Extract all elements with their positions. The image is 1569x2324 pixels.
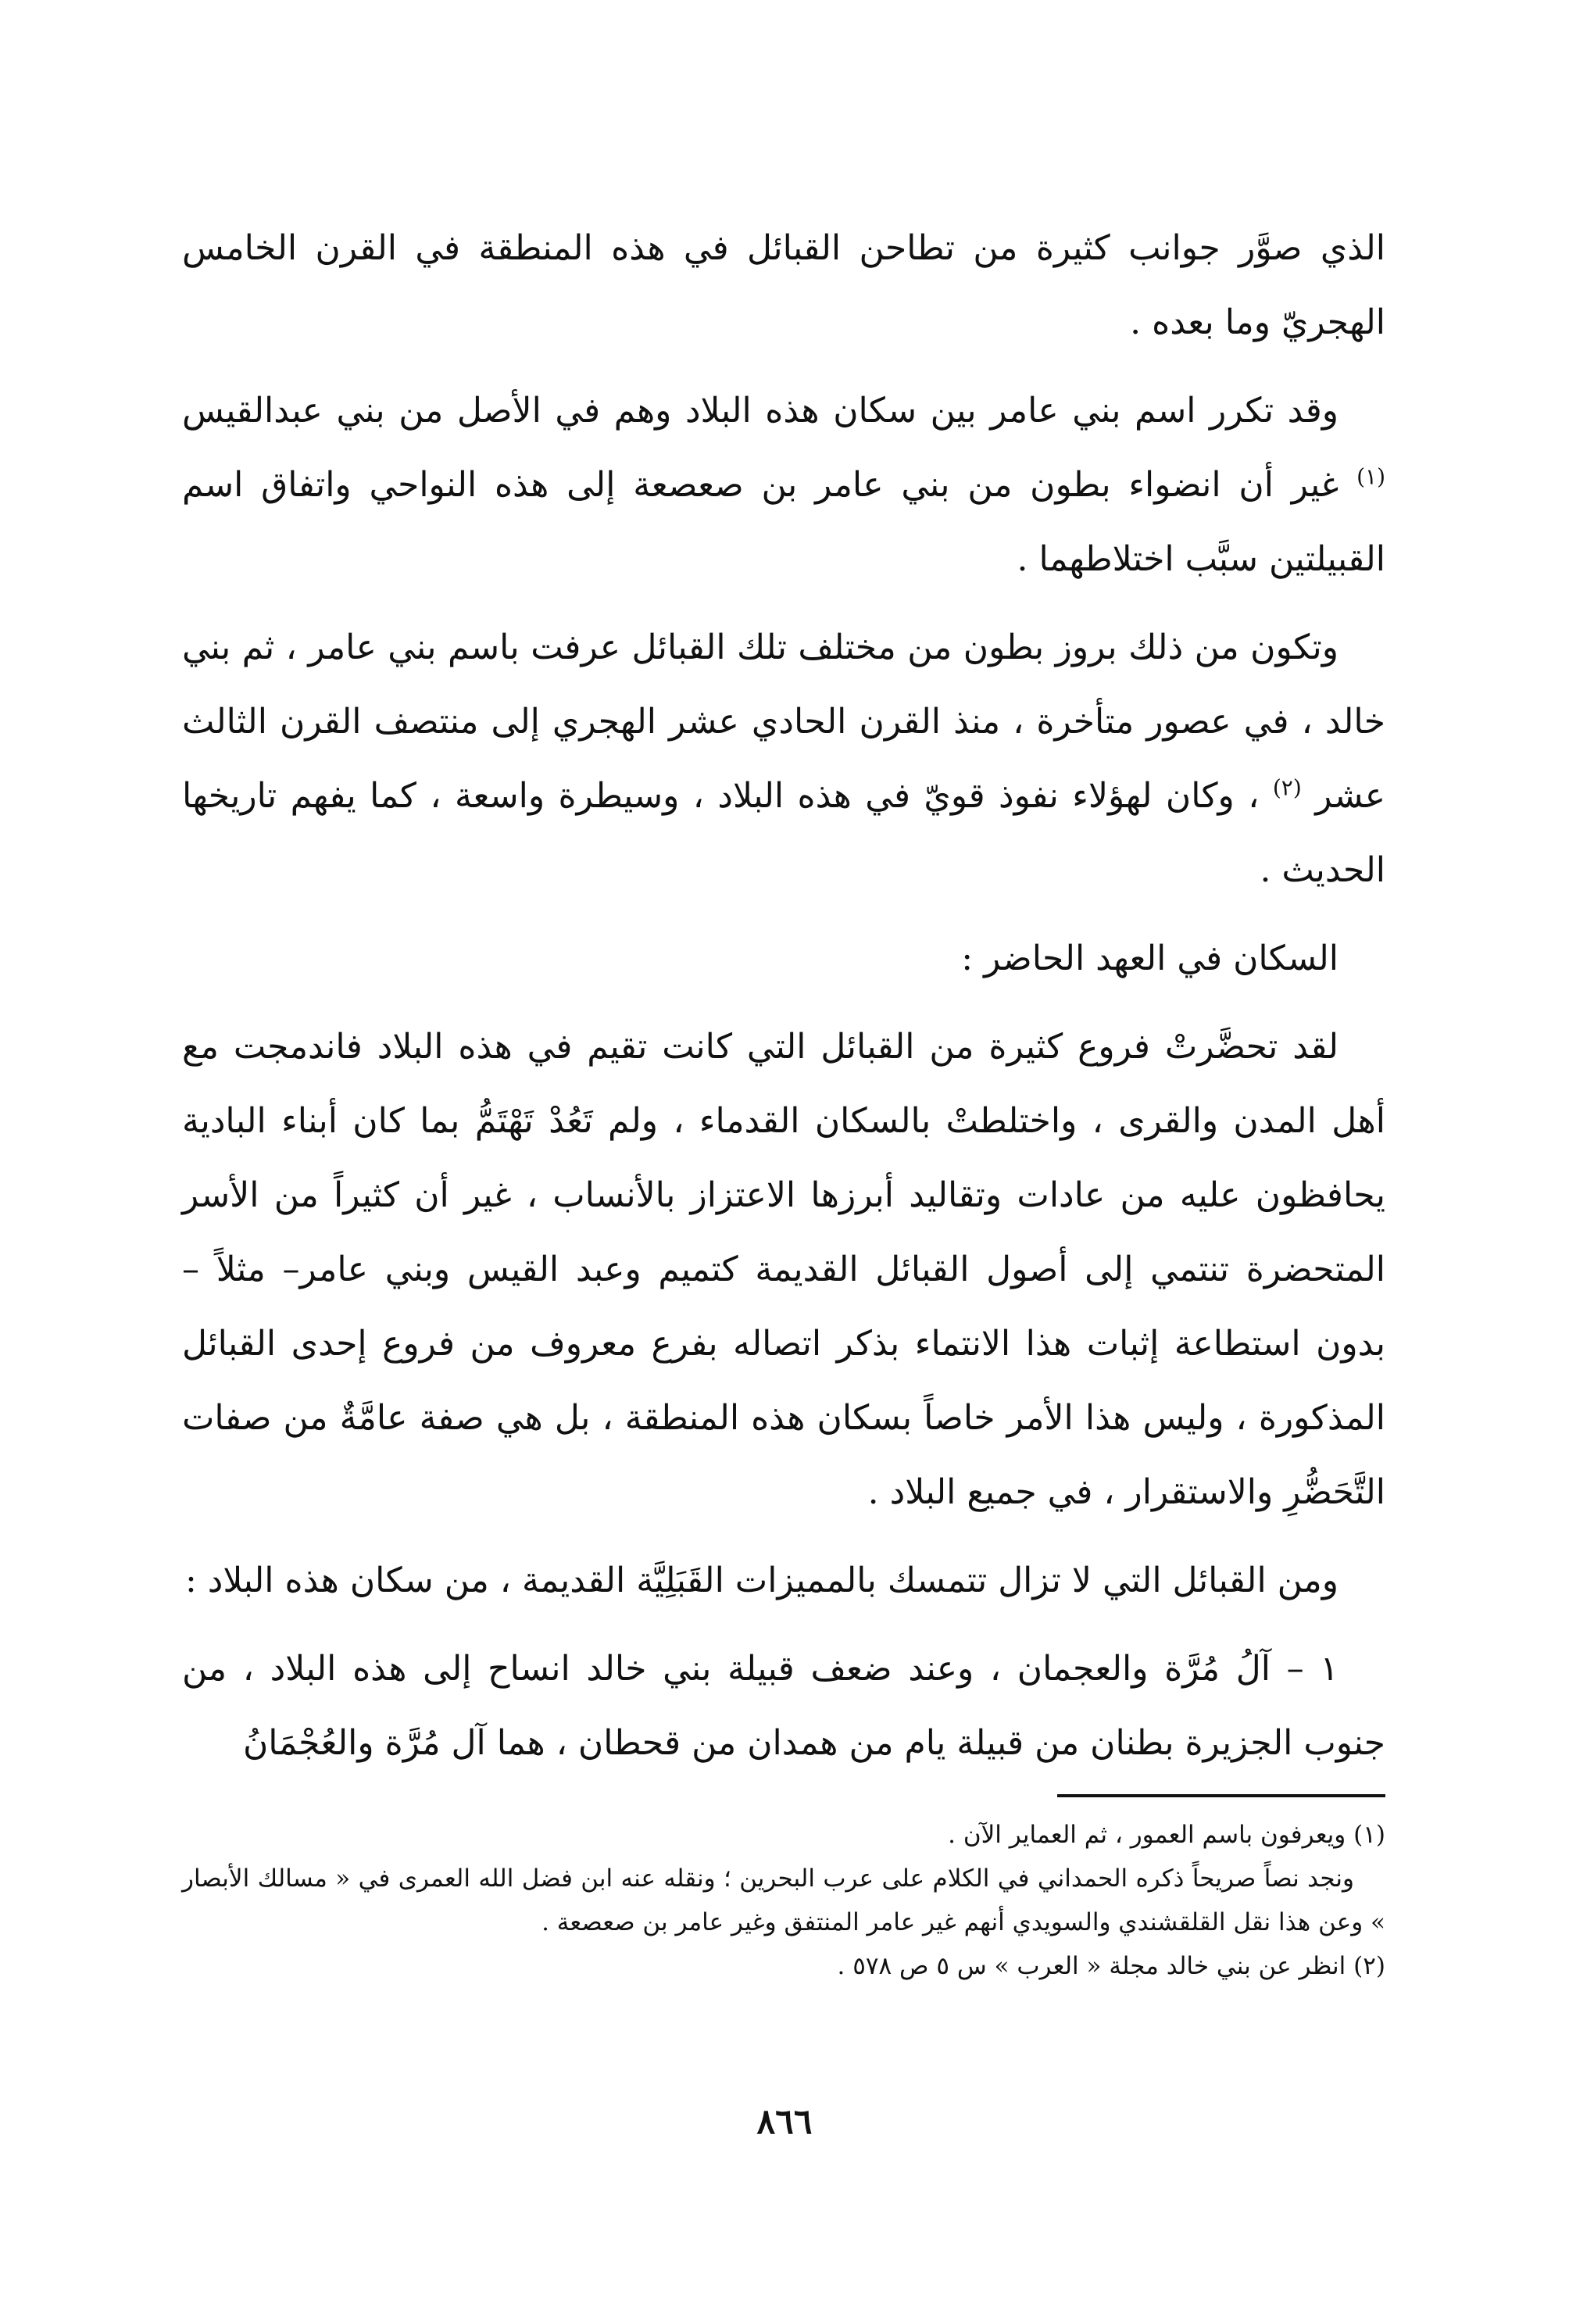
footnote-1-continued: ونجد نصاً صريحاً ذكره الحمداني في الكلام على عرب البحرين ؛ ونقله عنه ابن فضل الله العمرى في « مسالك الأبصار » وعن هذا نقل القلقشندي والسويدي أنهم غير عامر المنتفق وغير عامر بن صعصعة .	[182, 1865, 1385, 1936]
body-text	[182, 211, 1385, 1794]
footnote-1: (١) ويعرفون باسم العمور ، ثم العماير الآن .	[948, 1821, 1385, 1849]
paragraph-2	[182, 374, 1385, 596]
paragraph-6: ١ – آلُ مُرَّة والعجمان ، وعند ضعف قبيلة بني خالد انساح إلى هذه البلاد ، من جنوب الجزيرة بطنان من قبيلة يام من همدان من قحطان ، هما آل مُرَّة والعُجْمَانُ	[182, 1649, 1385, 1763]
paragraph-3-text-a: وتكون من ذلك بروز بطون من مختلف تلك القبائل عرفت باسم بني عامر ، ثم بني خالد ، في عصور متأخرة ، منذ القرن الحادي عشر الهجري إلى منتصف القرن الثالث عشر	[182, 627, 1385, 816]
section-heading: السكان في العهد الحاضر :	[961, 939, 1338, 978]
footnote-divider	[1057, 1794, 1385, 1797]
paragraph-5: ومن القبائل التي لا تزال تتمسك بالمميزات القَبَلِيَّة القديمة ، من سكان هذه البلاد :	[184, 1561, 1338, 1600]
footnote-ref-1: (١)	[1356, 463, 1385, 490]
footnotes	[182, 1813, 1385, 1988]
paragraph-1: الذي صوَّر جوانب كثيرة من تطاحن القبائل في هذه المنطقة في القرن الخامس الهجريّ وما بعده .	[182, 228, 1385, 342]
paragraph-4: لقد تحضَّرتْ فروع كثيرة من القبائل التي كانت تقيم في هذه البلاد فاندمجت مع أهل المدن والقرى ، واختلطتْ بالسكان القدماء ، ولم تَعُدْ تَهْتَمُّ بما كان أبناء البادية يحافظون عليه من عادات وتقاليد أبرزها الاعتزاز بالأنساب ، غير أن كثيراً من الأسر المتحضرة تنتمي إلى أصول القبائل القديمة كتميم وعبد القيس وبني عامر– مثلاً – بدون استطاعة إثبات هذا الانتماء بذكر اتصاله بفرع معروف من فروع إحدى القبائل المذكورة ، وليس هذا الأمر خاصاً بسكان هذه المنطقة ، بل هي صفة عامَّةٌ من صفات التَّحَضُّرِ والاستقرار ، في جميع البلاد .	[182, 1027, 1385, 1512]
paragraph-2-text-a: وقد تكرر اسم بني عامر بين سكان هذه البلاد وهم في الأصل من بني عبدالقيس	[182, 391, 1338, 431]
paragraph-2-text-b: غير أن انضواء بطون من بني عامر بن صعصعة إلى هذه النواحي واتفاق اسم القبيلتين سبَّب اختلاطهما .	[182, 465, 1385, 579]
paragraph-3-text-b: ، وكان لهؤلاء نفوذ قويّ في هذه البلاد ، وسيطرة واسعة ، كما يفهم تاريخها الحديث .	[182, 776, 1385, 890]
paragraph-3	[182, 610, 1385, 907]
footnote-2: (٢) انظر عن بني خالد مجلة « العرب » س ٥ ص ٥٧٨ .	[837, 1952, 1385, 1980]
page-number: ٨٦٦	[756, 2102, 813, 2142]
footnote-ref-2: (٢)	[1272, 774, 1302, 801]
